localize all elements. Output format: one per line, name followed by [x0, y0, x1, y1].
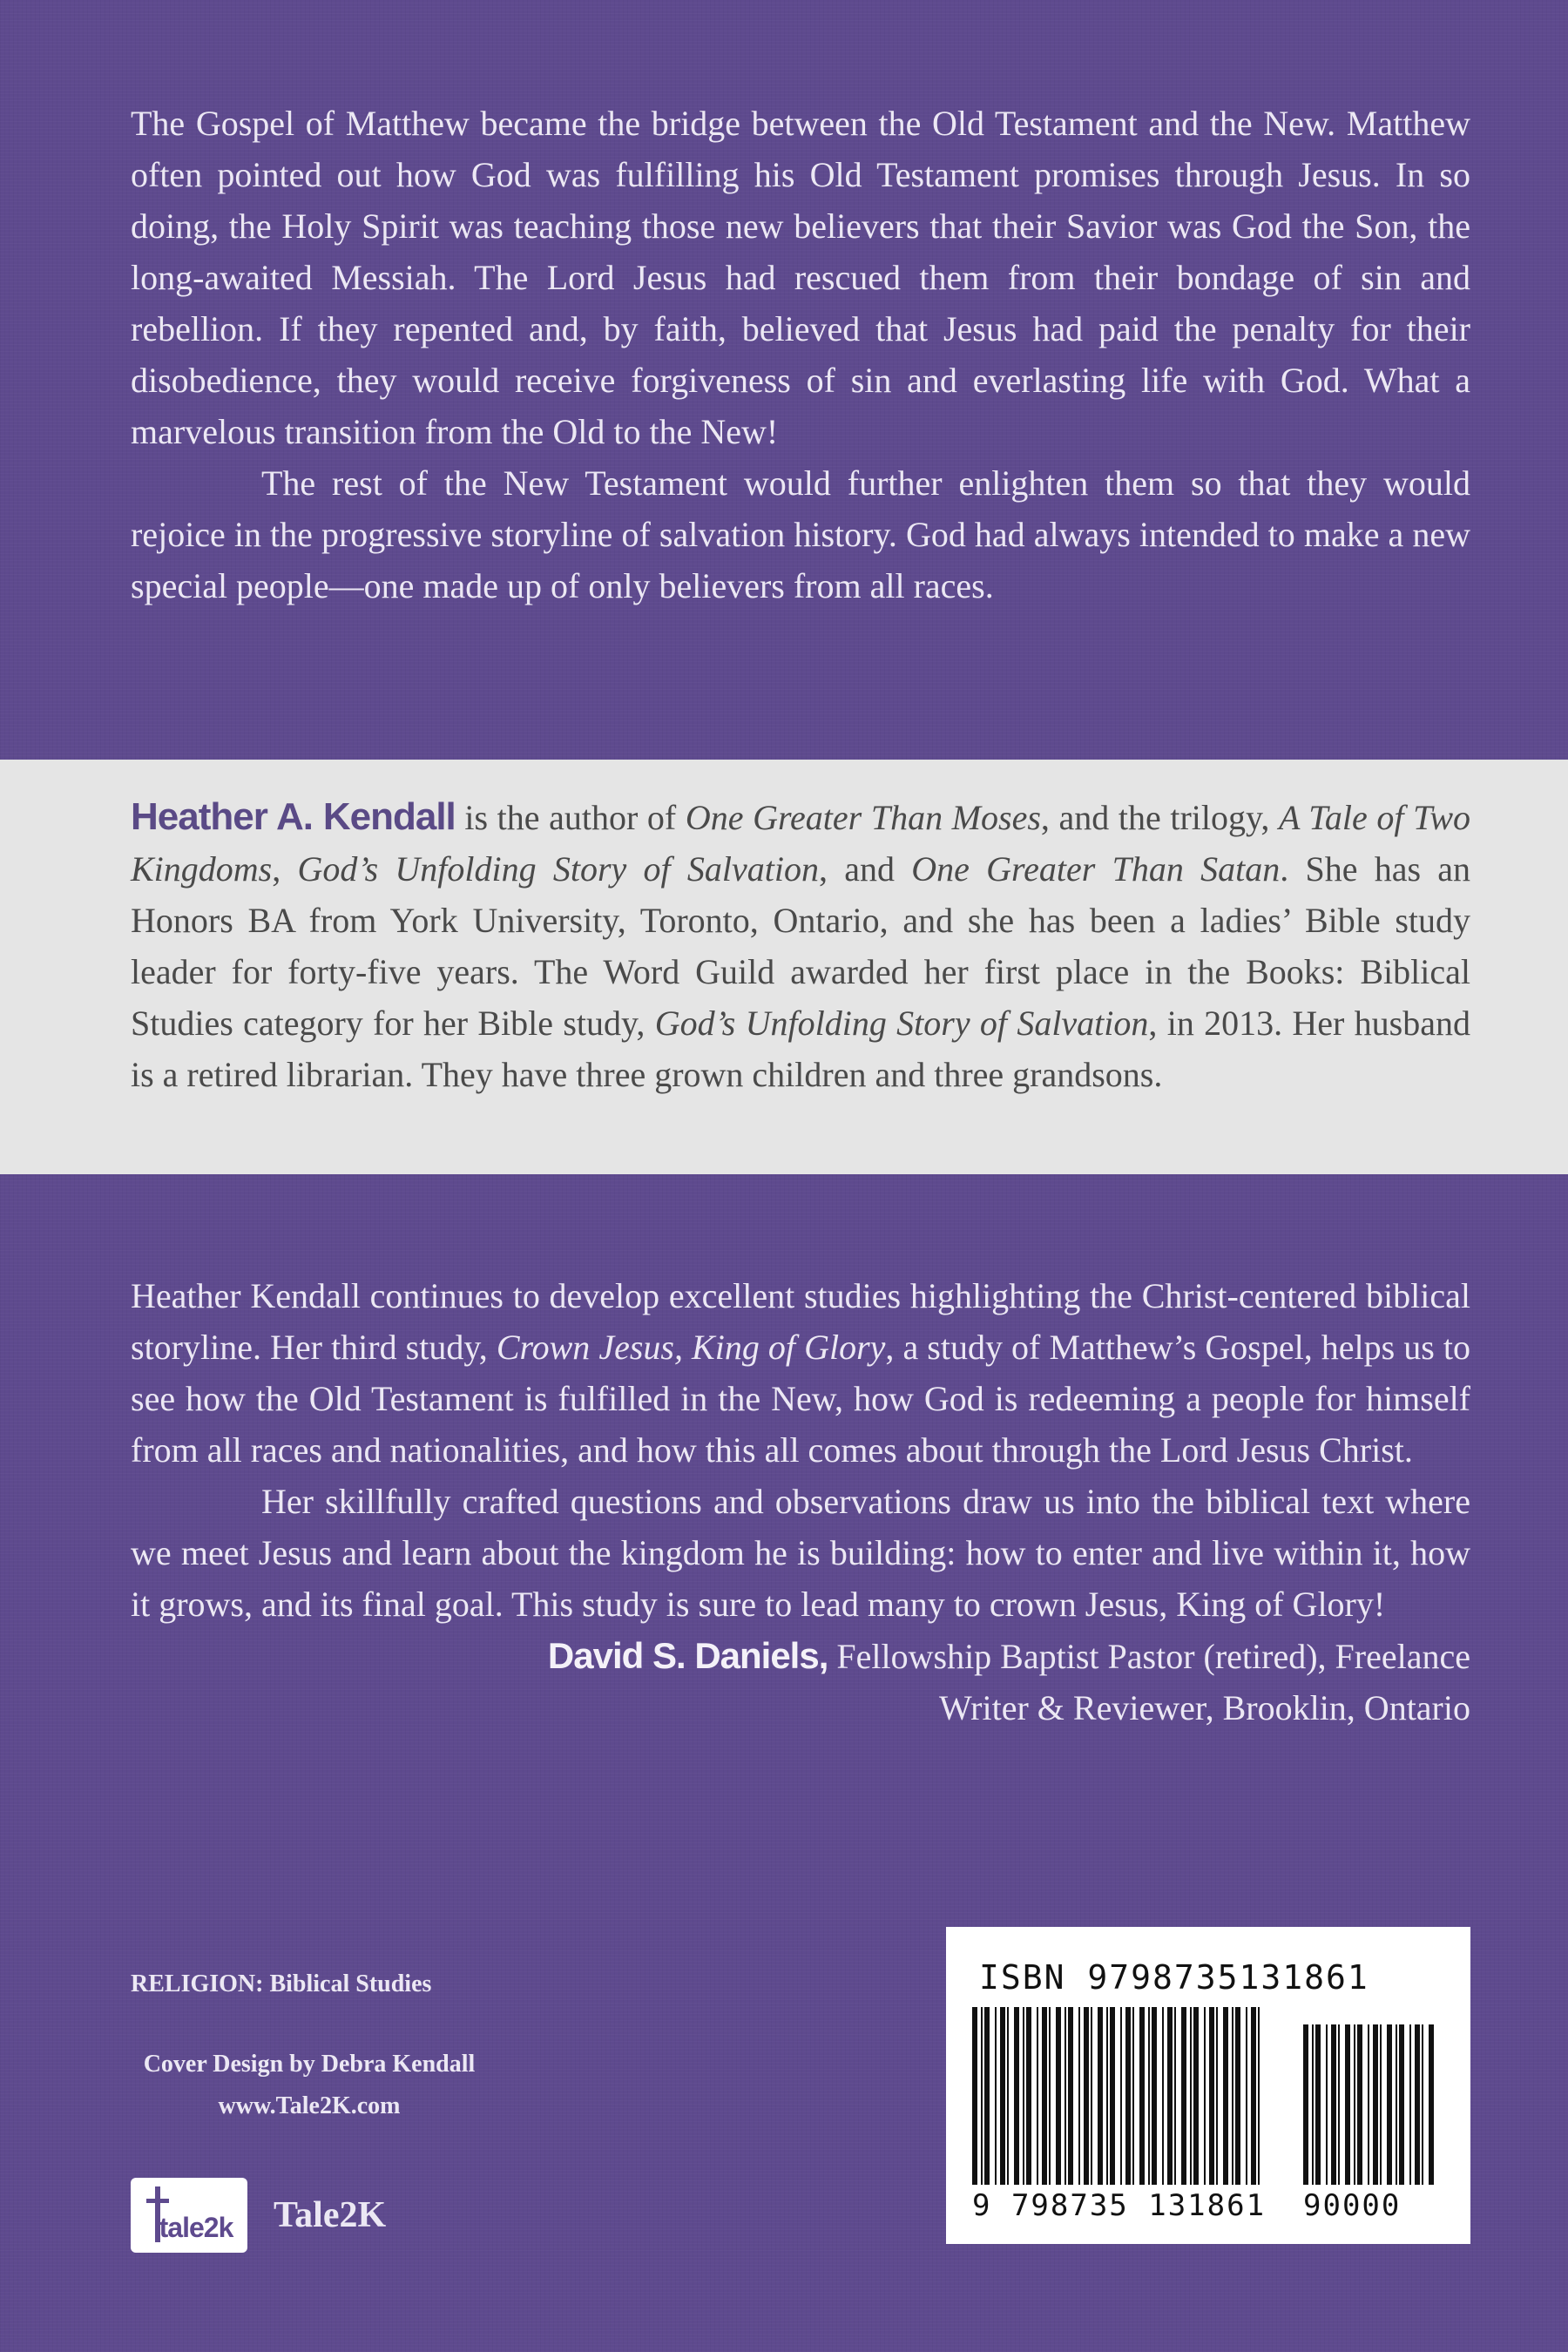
barcode-bar	[1232, 2007, 1233, 2185]
blurb-paragraph-1: The Gospel of Matthew became the bridge between the Old Testament and the New. Matthew often pointed out how God was fulfilling his Old Testament promises through Jesus. In so doing, the Holy Spirit was teaching those new believers that their Savior was God the Son, the long-awaited Messiah. The Lord Jesus had rescued them from their bondage of sin and rebellion. If they repented and, by faith, believed that Jesus had paid the penalty for their disobedience, they would receive forgiveness of sin and everlasting life with God. What a marvelous transition from the Old to the New!	[131, 104, 1470, 451]
publisher-name: Tale2K	[274, 2195, 387, 2235]
barcode-bar	[1193, 2007, 1199, 2185]
barcode-bar	[1181, 2007, 1186, 2185]
barcode-bar	[1429, 2024, 1434, 2185]
book-category: RELIGION: Biblical Studies	[131, 1970, 432, 1997]
barcode-bar	[1251, 2007, 1256, 2185]
barcode-bar	[1084, 2007, 1089, 2185]
cover-design-credit: Cover Design by Debra Kendall	[143, 2051, 476, 2078]
barcode-bar	[1064, 2007, 1066, 2185]
cover-credits	[126, 2044, 492, 2127]
barcode-bar	[1315, 2024, 1321, 2185]
barcode-bar	[1023, 2007, 1024, 2185]
barcode-bar	[1380, 2024, 1382, 2185]
barcode-bar	[1223, 2007, 1228, 2185]
barcode-bar	[1409, 2024, 1411, 2185]
endorsement-text: Heather Kendall continues to develop excellent studies highlighting the Christ-centered biblical storyline. Her third study,	[131, 1276, 1470, 1367]
barcode-bar	[1110, 2007, 1115, 2185]
barcode-bar	[1399, 2024, 1404, 2185]
barcode-bar	[1209, 2007, 1214, 2185]
barcode-bar	[1120, 2007, 1122, 2185]
author-name: Heather A. Kendall	[131, 795, 456, 838]
barcode-bar	[1354, 2024, 1355, 2185]
barcode-bar	[1190, 2007, 1192, 2185]
publisher-logo-icon	[131, 2178, 247, 2253]
barcode-bar	[1162, 2007, 1164, 2185]
barcode-bar	[1026, 2007, 1031, 2185]
endorsement-attribution	[131, 1630, 1470, 1734]
barcode-bar	[1152, 2007, 1157, 2185]
blurb-paragraph-2: The rest of the New Testament would further enlighten them so that they would rejoice in the progressive storyline of salvation history. God had always intended to make a new special people—one made up of only believers from all races.	[131, 463, 1470, 605]
barcode-bar	[972, 2007, 977, 2185]
book-title: One Greater Than Satan	[911, 849, 1281, 889]
isbn-barcode	[946, 1927, 1470, 2244]
barcode-bar	[1000, 2007, 1005, 2185]
barcode-bar	[1098, 2007, 1103, 2185]
author-bio	[131, 791, 1470, 1100]
barcode-bar	[1357, 2024, 1362, 2185]
publisher-logo-text: tale2k	[159, 2212, 233, 2243]
endorsement-text: , a study of Matthew’s Gospel, helps us to see how the Old Testament is fulfilled in the New, how God is redeeming a people for himself from all races and nationalities, and how this all comes about through the Lord Jesus Christ.	[131, 1328, 1470, 1470]
barcode-bar	[981, 2007, 983, 2185]
attribution-line-1	[131, 1630, 1470, 1682]
bio-text-segment: is the author of	[455, 798, 686, 837]
endorser-title: Fellowship Baptist Pastor (retired), Freelance	[828, 1637, 1470, 1676]
barcode-bar	[1091, 2007, 1092, 2185]
barcode-bar	[1139, 2007, 1145, 2185]
publisher-url: www.Tale2K.com	[218, 2092, 401, 2119]
barcode-bar	[1373, 2024, 1378, 2185]
barcode-bar	[1216, 2007, 1218, 2185]
barcode-bar	[1148, 2007, 1150, 2185]
isbn-label: ISBN 9798735131861	[979, 1958, 1369, 1997]
barcode-bar	[984, 2007, 990, 2185]
endorsement	[131, 1270, 1470, 1734]
book-title: A Tale of Two Kingdoms	[131, 798, 1471, 889]
bio-text-segment: , and	[819, 849, 912, 889]
barcode-bar	[1132, 2007, 1134, 2185]
barcode-bar	[1078, 2007, 1080, 2185]
barcode-bar	[1037, 2007, 1038, 2185]
endorser-name: David S. Daniels,	[547, 1635, 828, 1676]
book-title: God’s Unfolding Story of Salvation	[654, 1004, 1149, 1043]
barcode-bar	[1246, 2007, 1247, 2185]
bio-text-segment: , in 2013. Her husband is a retired librarian. They have three grown children and three grandsons.	[131, 1004, 1470, 1094]
barcode-bar	[1106, 2007, 1108, 2185]
endorsement-paragraph-2: Her skillfully crafted questions and observations draw us into the biblical text where we meet Jesus and learn about the kingdom he is building: how to enter and live within it, how it grows, and its final goal. This study is sure to lead many to crown Jesus, King of Glory!	[131, 1482, 1470, 1624]
back-cover-blurb	[131, 98, 1470, 612]
bio-text-segment: , and the trilogy,	[1040, 798, 1279, 837]
author-bio-band	[0, 760, 1568, 1174]
book-title: God’s Unfolding Story of Salvation	[297, 849, 820, 889]
barcode-bar	[1056, 2007, 1061, 2185]
barcode-bar	[1312, 2024, 1314, 2185]
barcode-bar	[1415, 2024, 1420, 2185]
barcode-digits: 9 798735 131861	[972, 2188, 1267, 2223]
barcode-bar	[1007, 2007, 1009, 2185]
barcode-addon-digits: 90000	[1303, 2188, 1402, 2223]
barcode-bar	[1125, 2007, 1131, 2185]
barcode-bar	[1387, 2024, 1392, 2185]
barcode-bar	[1014, 2007, 1019, 2185]
barcode-bar	[1331, 2024, 1336, 2185]
barcode-bar	[1338, 2024, 1340, 2185]
barcode-bar	[1042, 2007, 1047, 2185]
barcode-bar	[1258, 2007, 1260, 2185]
barcode-bar	[1368, 2024, 1369, 2185]
endorsement-paragraph-1	[131, 1270, 1470, 1476]
book-title: One Greater Than Moses	[685, 798, 1041, 837]
barcode-bar	[1303, 2024, 1308, 2185]
attribution-line-2: Writer & Reviewer, Brooklin, Ontario	[939, 1688, 1470, 1727]
barcode-bar	[1049, 2007, 1051, 2185]
barcode-bar	[1235, 2007, 1240, 2185]
barcode-bar	[1204, 2007, 1206, 2185]
barcode-bar	[1068, 2007, 1073, 2185]
publisher-block	[131, 2178, 386, 2253]
barcode-bar	[1174, 2007, 1176, 2185]
barcode-bar	[1326, 2024, 1328, 2185]
barcode-bar	[995, 2007, 997, 2185]
bio-text-segment: ,	[272, 849, 298, 889]
barcode-bar	[1167, 2007, 1173, 2185]
barcode-bar	[1345, 2024, 1350, 2185]
barcode-bar	[1422, 2024, 1423, 2185]
study-title: Crown Jesus, King of Glory	[496, 1328, 886, 1367]
barcode-bar	[1396, 2024, 1397, 2185]
bio-text-segment: . She has an Honors BA from York University, Toronto, Ontario, and she has been a ladies’ Bible study leader for forty-five years. The Word Guild awarded her first place in the Books: Biblical Studies category for her Bible study,	[131, 849, 1471, 1043]
